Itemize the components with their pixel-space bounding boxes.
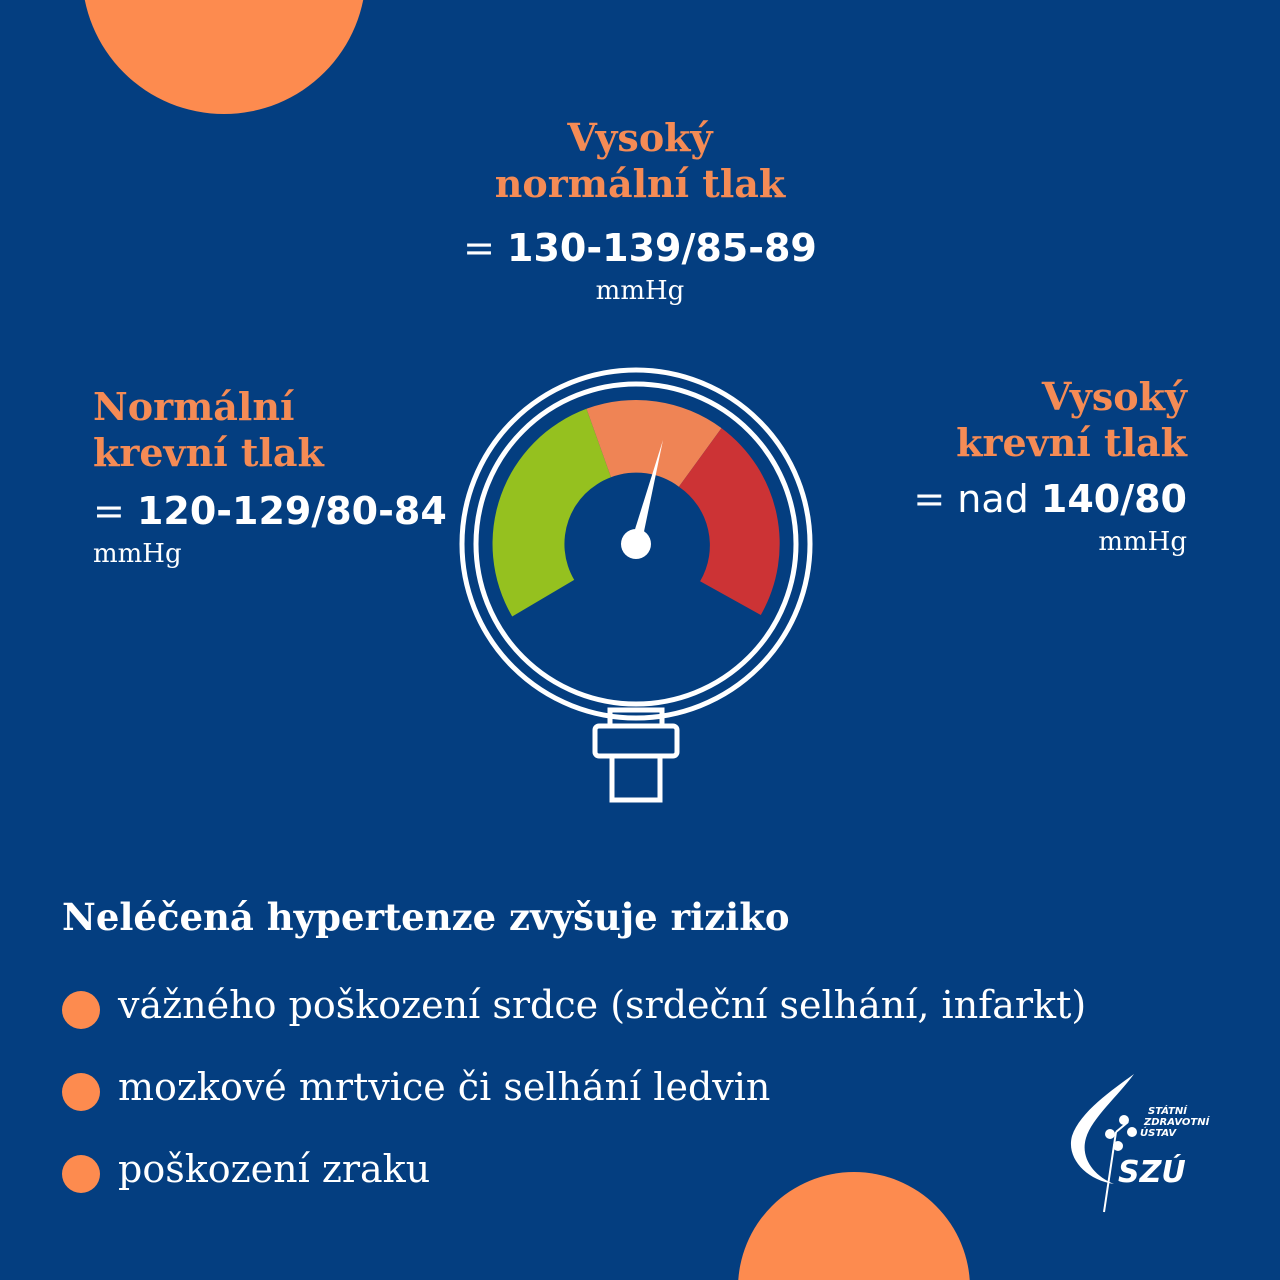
high-normal-pressure-block [340,115,940,307]
bullet-dot-icon [62,991,100,1029]
high-title-line1: Vysoký [1041,374,1187,419]
gauge-needle-hub [621,529,651,559]
normal-title-line2: krevní tlak [93,430,324,475]
bullet-dot-icon [62,1073,100,1111]
high-normal-prefix: = [463,226,495,270]
high-normal-title-line2: normální tlak [494,161,786,206]
risk-item-text: poškození zraku [118,1147,431,1191]
logo-abbreviation: SZÚ [1118,1155,1186,1190]
risk-title: Neléčená hypertenze zvyšuje riziko [62,895,790,939]
decorative-circle-top [82,0,366,114]
szu-logo [1062,1072,1222,1222]
high-normal-title-line1: Vysoký [567,115,713,160]
high-normal-value: 130-139/85-89 [507,226,817,270]
list-item [62,1128,1086,1210]
list-item [62,1046,1086,1128]
logo-text-line2: ZDRAVOTNÍ [1144,1117,1210,1128]
risk-section [62,892,1086,1210]
bullet-dot-icon [62,1155,100,1193]
pressure-gauge-icon [455,360,817,810]
risk-list [62,964,1086,1210]
high-normal-value-line [340,225,940,271]
list-item [62,964,1086,1046]
normal-prefix: = [93,489,125,533]
high-value: 140/80 [1040,477,1187,521]
normal-pressure-block [93,384,447,570]
szu-logo-emblem-icon [1062,1072,1222,1222]
logo-text-line3: ÚSTAV [1140,1128,1177,1139]
normal-unit: mmHg [93,539,182,569]
normal-value-line [93,488,447,534]
gauge-zone-normal [493,409,611,617]
normal-title-line1: Normální [93,384,295,429]
logo-text-line1: STÁTNÍ [1148,1106,1187,1117]
high-title-line2: krevní tlak [956,420,1187,465]
risk-item-text: mozkové mrtvice či selhání ledvin [118,1065,771,1109]
high-value-line [913,476,1187,522]
risk-item-text: vážného poškození srdce (srdeční selhání, infarkt) [118,983,1087,1027]
normal-value: 120-129/80-84 [136,489,447,533]
gauge-stem [612,756,660,800]
high-normal-unit: mmHg [595,276,685,306]
high-prefix: = nad [913,477,1029,521]
high-pressure-block [913,374,1187,558]
gauge-connector [595,726,677,756]
high-unit: mmHg [1098,527,1187,557]
